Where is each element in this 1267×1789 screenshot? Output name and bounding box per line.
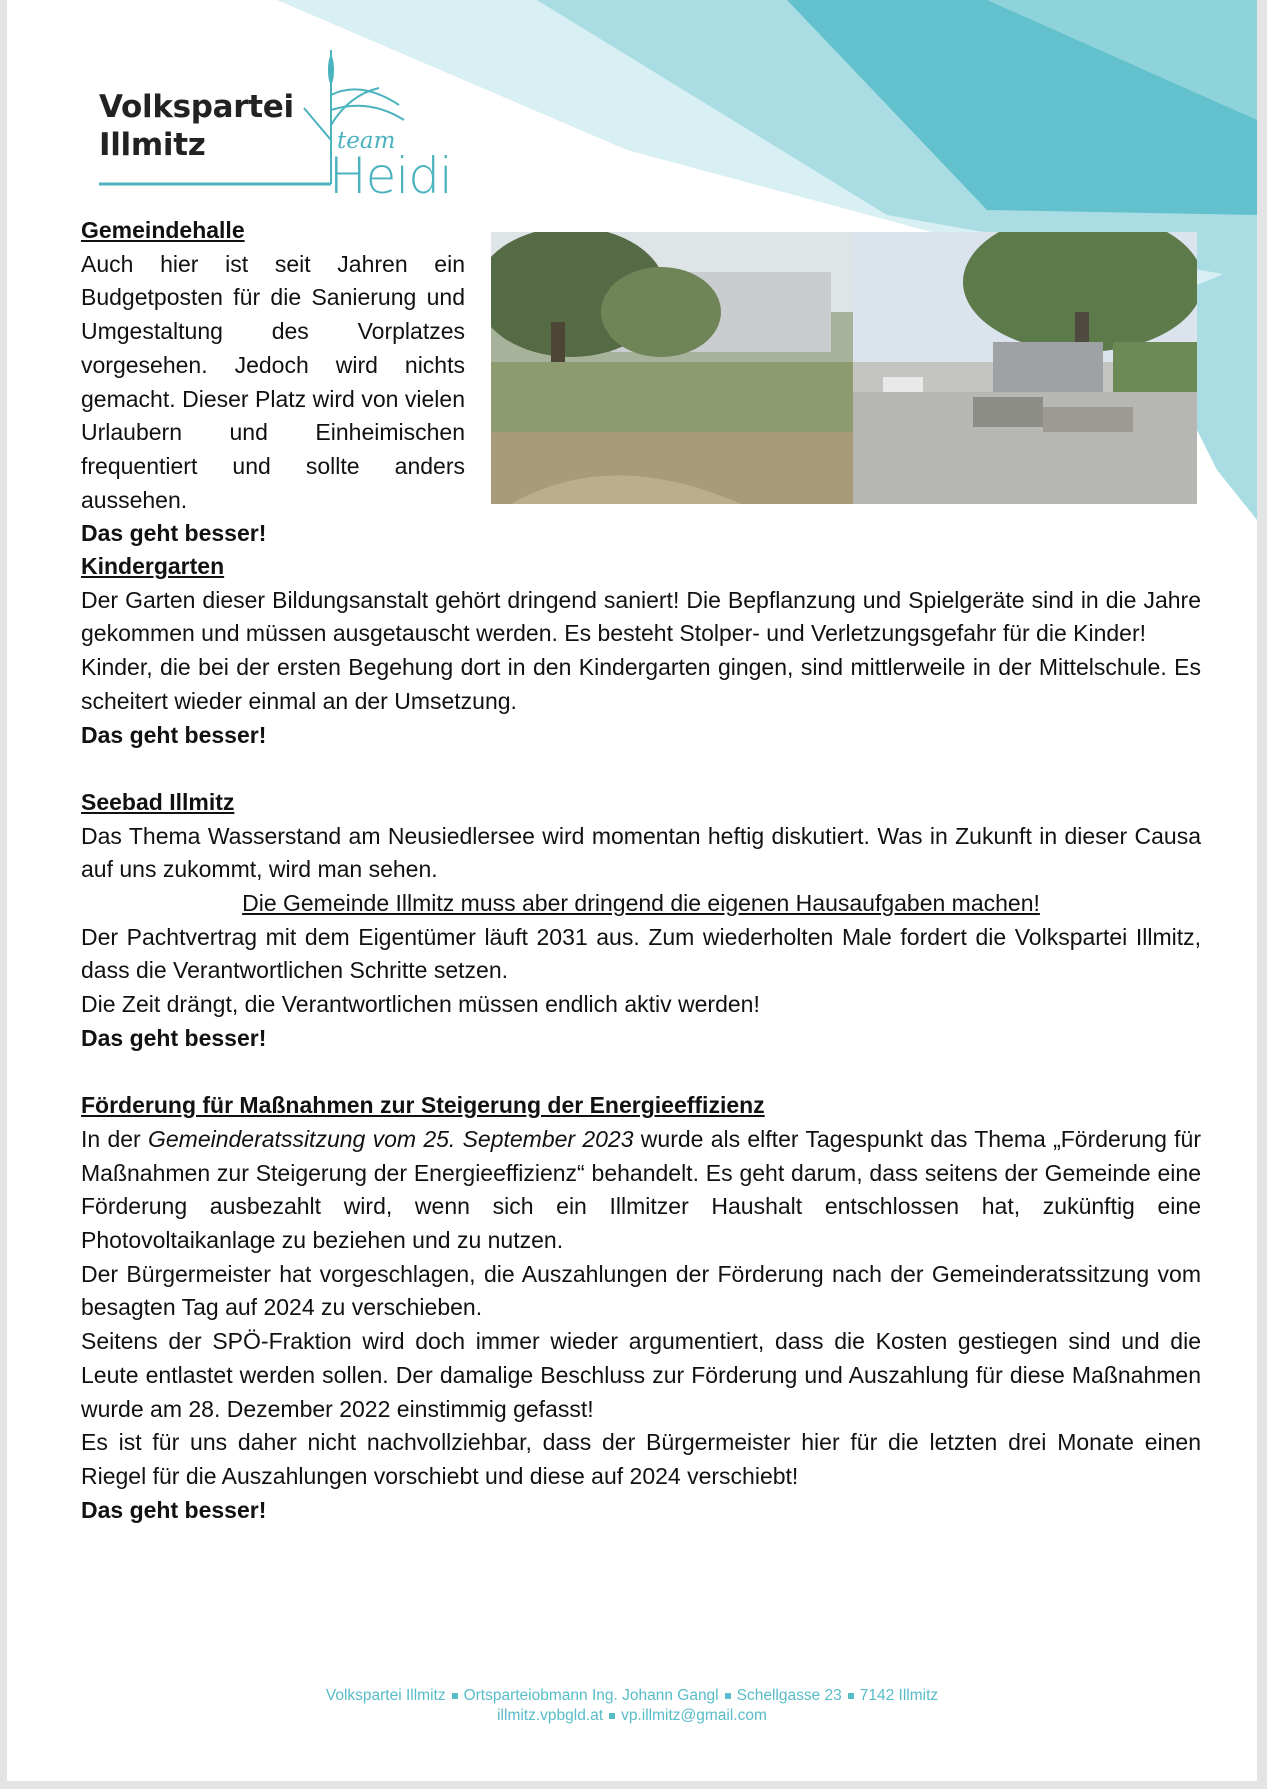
session-date-italic: Gemeinderatssitzung vom 25. September 2023 xyxy=(147,1125,634,1152)
article-body xyxy=(81,214,1201,1527)
section-paragraph: Kinder, die bei der ersten Begehung dort in den Kindergarten gingen, sind mittlerweile in der Mittelschule. Es scheitert wieder einmal an der Umsetzung. xyxy=(81,654,1201,714)
section-kindergarten xyxy=(81,550,1201,752)
section-paragraph: Der Garten dieser Bildungsanstalt gehört dringend saniert! Die Bepflanzung und Spielgeräte sind in die Jahre gekommen und müssen ausgetauscht werden. Es besteht Stolper- und Verletzungsgefahr für die Kinder! xyxy=(81,586,1201,647)
section-paragraph: Das Thema Wasserstand am Neusiedlersee wird momentan heftig diskutiert. Was in Zukunft in dieser Causa auf uns zukommt, wird man sehen. xyxy=(81,822,1201,883)
logo-heidi-word: Heidi xyxy=(329,147,452,205)
section-foerderung xyxy=(81,1089,1201,1527)
bullet-square-icon xyxy=(725,1693,731,1699)
footer-org: Volkspartei Illmitz xyxy=(325,1687,446,1704)
bullet-square-icon xyxy=(452,1693,458,1699)
text-run: In der xyxy=(81,1125,148,1152)
footer-website-link[interactable]: illmitz.vpbgld.at xyxy=(497,1707,604,1724)
section-paragraph xyxy=(81,1123,1201,1258)
section-paragraph: Auch hier ist seit Jahren ein Budgetposten für die Sanierung und Umgestaltung des Vorplatzes vorgesehen. Jedoch wird nichts gemacht. Dieser Platz wird von vielen Urlaubern und Einheimischen frequentiert und sollte anders aussehen. xyxy=(81,250,465,513)
logo-line-2: Illmitz xyxy=(99,127,206,163)
section-paragraph: Es ist für uns daher nicht nachvollziehbar, dass der Bürgermeister hier für die letzten drei Monate einen Riegel für die Auszahlungen vorschiebt und diese auf 2024 verschiebt! xyxy=(81,1429,1201,1489)
logo-wordmark xyxy=(99,88,294,164)
section-gemeindehalle xyxy=(81,214,1201,550)
footer-address-line xyxy=(7,1686,1257,1706)
footer-person: Ortsparteiobmann Ing. Johann Gangl xyxy=(463,1687,719,1704)
section-paragraph: Der Pachtvertrag mit dem Eigentümer läuft 2031 aus. Zum wiederholten Male fordert die Volkspartei Illmitz, dass die Verantwortlichen Schritte setzen. xyxy=(81,923,1201,984)
section-heading: Gemeindehalle xyxy=(81,217,245,243)
logo-line-1: Volkspartei xyxy=(99,89,294,125)
section-emphasis: Die Gemeinde Illmitz muss aber dringend die eigenen Hausaufgaben machen! xyxy=(242,890,1040,917)
section-paragraph: Die Zeit drängt, die Verantwortlichen müssen endlich aktiv werden! xyxy=(81,991,760,1018)
section-heading: Kindergarten xyxy=(81,553,225,579)
bullet-square-icon xyxy=(609,1713,615,1719)
footer-city: 7142 Illmitz xyxy=(859,1687,939,1704)
section-closing: Das geht besser! xyxy=(81,1496,267,1523)
page-footer xyxy=(7,1686,1257,1726)
document-page xyxy=(7,0,1257,1781)
party-logo xyxy=(99,50,452,210)
section-paragraph: Der Bürgermeister hat vorgeschlagen, die Auszahlungen der Förderung nach der Gemeinderatssitzung vom besagten Tag auf 2024 zu verschieben. xyxy=(81,1260,1201,1321)
section-closing: Das geht besser! xyxy=(81,721,267,748)
footer-contact-line xyxy=(7,1706,1257,1726)
text-run: wurde als elfter Tagespunkt das Thema „Förderung für Maßnahmen zur Steigerung der Energieeffizienz“ behandelt. Es geht darum, dass seitens der Gemeinde eine Förderung ausbezahlt wird, wenn sich ein Illmitzer Haushalt entschlossen hat, zukünftig eine Photovoltaikanlage zu beziehen und zu nutzen. xyxy=(81,1125,1201,1254)
logo-team-word: team xyxy=(337,128,396,154)
section-paragraph: Seitens der SPÖ-Fraktion wird doch immer wieder argumentiert, dass die Kosten gestiegen sind und die Leute entlastet werden sollen. Der damalige Beschluss zur Förderung und Auszahlung für diese Maßnahmen wurde am 28. Dezember 2022 einstimmig gefasst! xyxy=(81,1328,1201,1422)
photo-pair xyxy=(491,232,1197,504)
bullet-square-icon xyxy=(848,1693,854,1699)
photo-overgrown-lot xyxy=(491,232,853,504)
section-heading: Seebad Illmitz xyxy=(81,788,235,815)
section-heading: Förderung für Maßnahmen zur Steigerung der Energieeffizienz xyxy=(81,1092,765,1119)
section-seebad xyxy=(81,786,1201,1056)
section-closing: Das geht besser! xyxy=(81,520,267,547)
photo-paving-stones xyxy=(853,232,1197,504)
footer-street: Schellgasse 23 xyxy=(736,1687,842,1704)
footer-email-link[interactable]: vp.illmitz@gmail.com xyxy=(621,1707,767,1724)
section-closing: Das geht besser! xyxy=(81,1024,267,1051)
